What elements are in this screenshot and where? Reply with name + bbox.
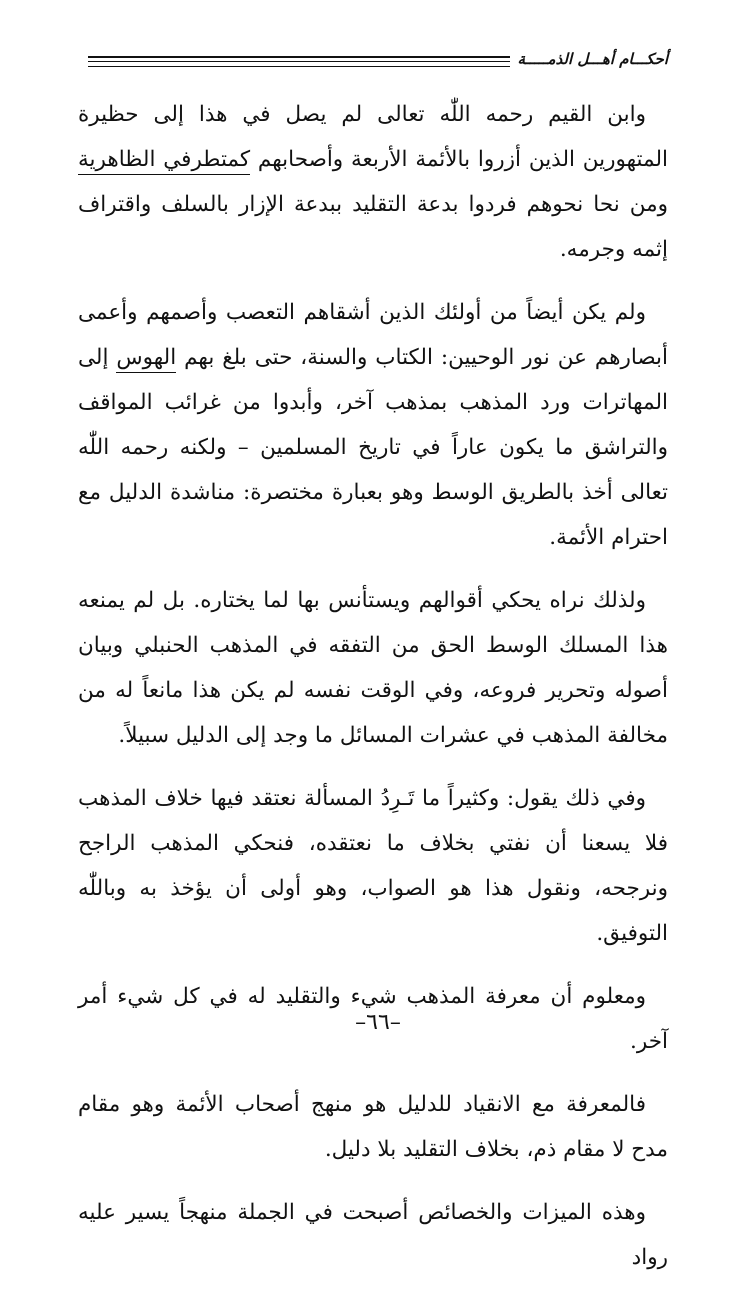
underlined-word: الهوس <box>116 345 176 373</box>
running-header <box>88 50 668 72</box>
paragraph-1-continuation: ومن نحا نحوهم فردوا بدعة التقليد ببدعة الإزار بالسلف واقتراف إثمه وجرمه. <box>78 192 668 262</box>
paragraph-1 <box>78 92 668 272</box>
paragraph-7: وهذه الميزات والخصائص أصبحت في الجملة منهجاً يسير عليه رواد <box>78 1200 668 1270</box>
paragraph-3: ولذلك نراه يحكي أقوالهم ويستأنس بها لما يختاره. بل لم يمنعه هذا المسلك الوسط الحق من التفقه في المذهب الحنبلي وبيان أصوله وتحرير فروعه، وفي الوقت نفسه لم يكن هذا مانعاً له من مخالفة المذهب في عشرات المسائل ما وجد إلى الدليل سبيلاً. <box>78 588 668 748</box>
paragraph-5: ومعلوم أن معرفة المذهب شيء والتقليد له في كل شيء أمر آخر. <box>78 984 668 1054</box>
paragraph-2-text: ولم يكن أيضاً من أولئك الذين أشقاهم التعصب وأصمهم وأعمى أبصارهم عن نور الوحيين: الكتاب والسنة، حتى بلغ بهم <box>78 300 669 370</box>
paragraph-2-continuation: إلى المهاترات ورد المذهب بمذهب آخر، وأبدوا من غرائب المواقف والتراشق ما يكون عاراً في تاريخ المسلمين – ولكنه رحمه اللّٰه تعالى أخذ بالطريق الوسط وهو بعبارة مختصرة: مناشدة الدليل مع احترام الأئمة. <box>78 345 668 550</box>
running-header-title: أحكـــام أهـــل الذمـــــة <box>510 50 669 68</box>
paragraph-2 <box>78 290 668 560</box>
paragraph-6: فالمعرفة مع الانقياد للدليل هو منهج أصحاب الأئمة وهو مقام مدح لا مقام ذم، بخلاف التقليد بلا دليل. <box>78 1092 668 1162</box>
underlined-phrase: كمتطرفي الظاهرية <box>78 147 250 175</box>
paragraph-1-text: وابن القيم رحمه اللّٰه تعالى لم يصل في هذا إلى حظيرة المتهورين الذين أزروا بالأئمة الأربعة وأصحابهم <box>78 102 669 172</box>
paragraph-4: وفي ذلك يقول: وكثيراً ما تَـرِدُ المسألة نعتقد فيها خلاف المذهب فلا يسعنا أن نفتي بخلاف ما نعتقده، فنحكي المذهب الراجح ونرجحه، ونقول هذا هو الصواب، وهو أولى أن يؤخذ به وباللّٰه التوفيق. <box>78 786 668 946</box>
body-text <box>78 92 668 1298</box>
page-number: –٦٦– <box>355 1010 401 1035</box>
